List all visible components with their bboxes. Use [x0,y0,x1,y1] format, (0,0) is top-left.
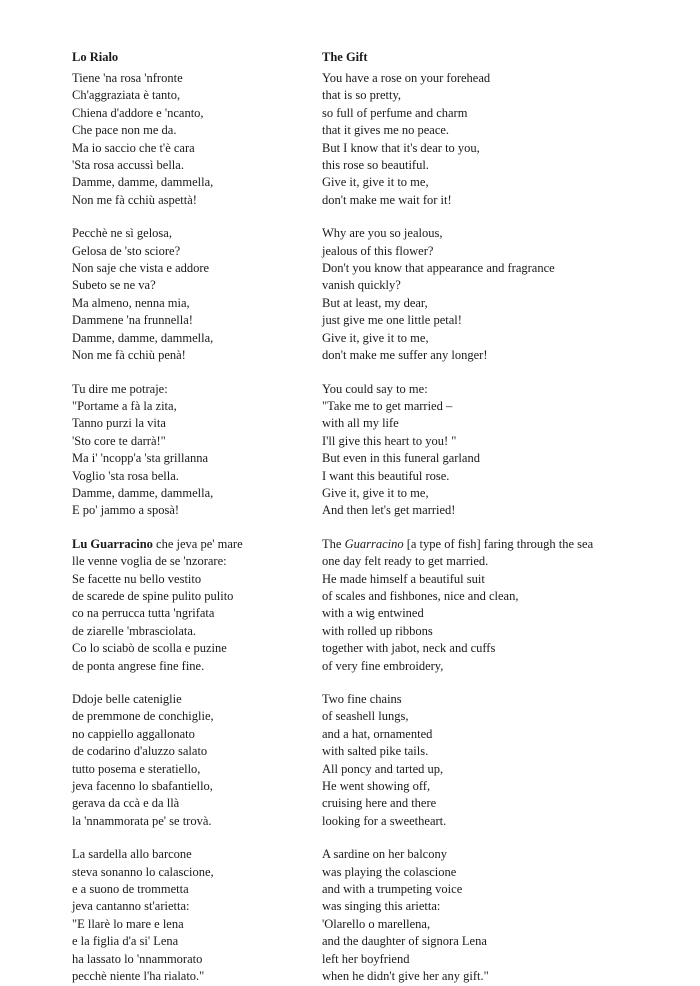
verse-line: Why are you so jealous, [322,226,443,241]
english-column [322,49,642,986]
verse-line: was singing this arietta: [322,899,441,914]
verse-line: Non me fà cchiù penà! [72,348,186,363]
stanza-6 [322,846,642,985]
verse-line: Co lo sciabò de scolla e puzine [72,641,227,656]
verse-line: You could say to me: [322,381,428,396]
verse-line: pecchè niente l'ha rialato." [72,969,205,984]
verse-line: of seashell lungs, [322,709,409,724]
verse-line: And then let's get married! [322,503,456,518]
verse-line: this rose so beautiful. [322,158,429,173]
verse-line: Ch'aggraziata è tanto, [72,88,181,103]
verse-line: looking for a sweetheart. [322,813,447,828]
verse-line: lle venne voglia de se 'nzorare: [72,554,227,569]
verse-line: You have a rose on your forehead [322,71,491,85]
stanza-2 [322,225,642,364]
verse-line: don't make me suffer any longer! [322,348,488,363]
verse-fragment: The [322,536,345,551]
verse-line: e la figlia d'a si' Lena [72,934,179,949]
stanza-2 [72,225,308,364]
verse-line: Don't you know that appearance and fragrance [322,261,555,276]
verse-line: de ziarelle 'mbrasciolata. [72,623,197,638]
verse-line: All poncy and tarted up, [322,761,444,776]
verse-line: Gelosa de 'sto sciore? [72,243,181,258]
verse-line: left her boyfriend [322,951,410,966]
verse-line: with rolled up ribbons [322,623,433,638]
fish-name: Guarracino [344,536,404,551]
verse-fragment: [a type of fish] faring through the sea [403,536,594,551]
verse-line: 'Olarello o marellena, [322,916,431,931]
verse-line: Damme, damme, dammella, [72,175,214,190]
verse-line: Se facette nu bello vestito [72,571,202,586]
verse-line: But at least, my dear, [322,295,428,310]
verse-line: just give me one little petal! [322,313,462,328]
verse-line: I want this beautiful rose. [322,468,450,483]
verse-line: when he didn't give her any gift." [322,969,489,984]
verse-line: de premmone de conchiglie, [72,709,214,724]
verse-line: Two fine chains [322,692,402,706]
verse-line: Give it, give it to me, [322,175,429,190]
verse-line: Give it, give it to me, [322,485,429,500]
verse-line: Tanno purzi la vita [72,416,166,431]
verse-line: 'Sto core te darrà!" [72,433,166,448]
verse-line: so full of perfume and charm [322,105,468,120]
stanza-5 [72,691,308,830]
verse-line: jealous of this flower? [322,243,434,258]
verse-line: and a hat, ornamented [322,726,433,741]
verse-line: Tu dire me potraje: [72,381,168,396]
verse-line: Pecchè ne sì gelosa, [72,226,172,241]
verse-line: jeva cantanno st'arietta: [72,899,190,914]
stanza-3 [72,381,308,520]
song-title-guarracino: Lu Guarracino [72,536,153,551]
verse-line: cruising here and there [322,796,437,811]
verse-line: and with a trumpeting voice [322,882,463,897]
verse-line: La sardella allo barcone [72,847,192,862]
verse-line: that it gives me no peace. [322,123,450,138]
neapolitan-title: Lo Rialo [72,50,119,64]
verse-line: Non saje che vista e addore [72,261,210,276]
stanza-4 [72,536,308,675]
stanza-1 [322,70,642,209]
verse-line: But I know that it's dear to you, [322,140,480,155]
verse-line: with salted pike tails. [322,744,429,759]
verse-line: "Portame a fà la zita, [72,398,177,413]
verse-line: together with jabot, neck and cuffs [322,641,496,656]
verse-line: A sardine on her balcony [322,847,447,862]
verse-line: Che pace non me da. [72,123,177,138]
stanza-4 [322,536,642,675]
verse-line: tutto posema e steratiello, [72,761,201,776]
verse-line: Ma almeno, nenna mia, [72,295,190,310]
verse-line: Give it, give it to me, [322,330,429,345]
verse-line [72,536,308,553]
verse-line: Ma i' 'ncopp'a 'sta grillanna [72,451,209,466]
verse-fragment: che jeva pe' mare [152,536,243,551]
verse-line: steva sonanno lo calascione, [72,864,214,879]
verse-line: He made himself a beautiful suit [322,571,485,586]
verse-line: la 'nnammorata pe' se trovà. [72,813,212,828]
verse-line: with all my life [322,416,399,431]
verse-line: that is so pretty, [322,88,402,103]
verse-line: e a suono de trommetta [72,882,189,897]
verse-line: Voglio 'sta rosa bella. [72,468,179,483]
verse-line: de ponta angrese fine fine. [72,658,205,673]
verse-line: "Take me to get married – [322,398,453,413]
verse-line: But even in this funeral garland [322,451,480,466]
verse-line: Non me fà cchiù aspettà! [72,192,197,207]
verse-line: and the daughter of signora Lena [322,934,487,949]
verse-line: of scales and fishbones, nice and clean, [322,588,519,603]
verse-line: "E llarè lo mare e lena [72,916,184,931]
stanza-3 [322,381,642,520]
verse-line: de codarino d'aluzzo salato [72,744,208,759]
verse-line: He went showing off, [322,779,431,794]
verse-line: Chiena d'addore e 'ncanto, [72,105,204,120]
verse-line: I'll give this heart to you! " [322,433,457,448]
verse-line: don't make me wait for it! [322,192,452,207]
verse-line [322,536,642,553]
verse-line: 'Sta rosa accussì bella. [72,158,184,173]
verse-line: one day felt ready to get married. [322,554,489,569]
verse-line: Subeto se ne va? [72,278,156,293]
verse-line: Tiene 'na rosa 'nfronte [72,71,183,85]
verse-line: Damme, damme, dammella, [72,330,214,345]
stanza-5 [322,691,642,830]
verse-line: Ma io saccio che t'è cara [72,140,195,155]
verse-line: no cappiello aggallonato [72,726,195,741]
verse-line: vanish quickly? [322,278,401,293]
verse-line: Damme, damme, dammella, [72,485,214,500]
verse-line: ha lassato lo 'nnammorato [72,951,203,966]
verse-line: E po' jammo a sposà! [72,503,180,518]
english-title: The Gift [322,50,368,64]
neapolitan-column [72,49,308,986]
verse-line: was playing the colascione [322,864,457,879]
verse-line: co na perrucca tutta 'ngrifata [72,606,215,621]
verse-line: of very fine embroidery, [322,658,444,673]
verse-line: jeva facenno lo sbafantiello, [72,779,213,794]
stanza-1 [72,70,308,209]
verse-line: Ddoje belle cateniglie [72,692,182,706]
stanza-6 [72,846,308,985]
verse-line: Dammene 'na frunnella! [72,313,193,328]
verse-line: gerava da ccà e da llà [72,796,180,811]
verse-line: with a wig entwined [322,606,424,621]
verse-line: de scarede de spine pulito pulito [72,588,234,603]
